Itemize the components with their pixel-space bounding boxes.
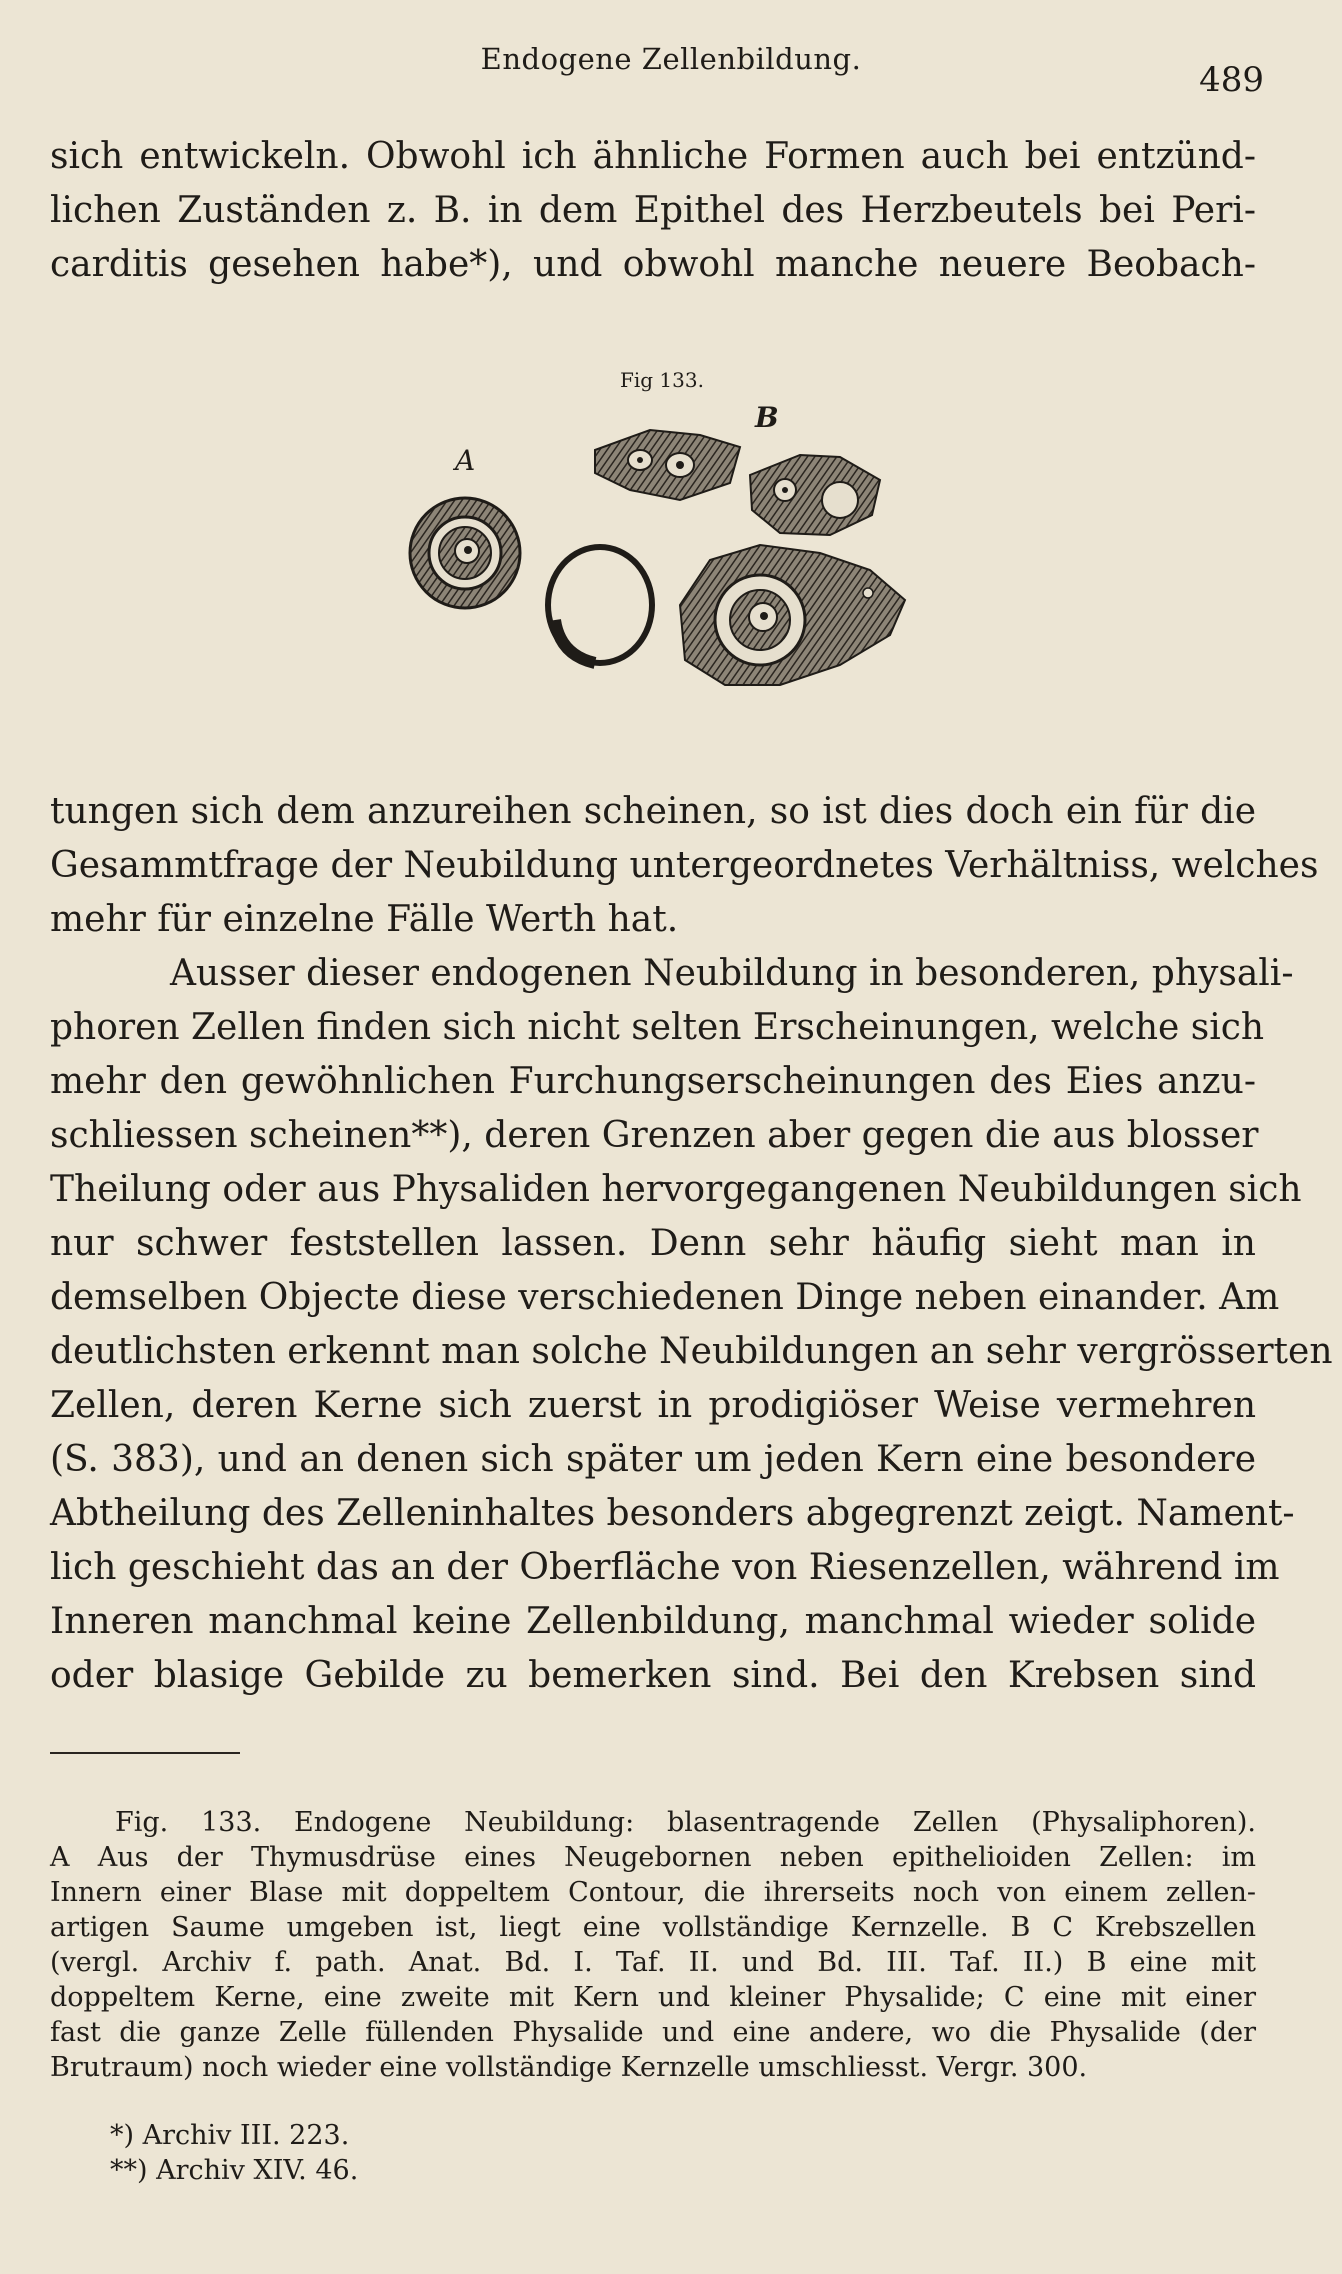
text-line: mehr für einzelne Fälle Werth hat.: [50, 899, 679, 940]
text-line: deutlichsten erkennt man solche Neubildungen an sehr vergrösserten: [50, 1331, 1333, 1372]
caption-line: fast die ganze Zelle füllenden Physalide und eine andere, wo die Physalide (der: [50, 2017, 1256, 2048]
caption-line: artigen Saume umgeben ist, liegt eine vollständige Kernzelle. B C Krebszellen: [50, 1912, 1256, 1943]
text-line: lich geschieht das an der Oberfläche von Riesenzellen, während im: [50, 1547, 1280, 1588]
page-number: 489: [1199, 60, 1264, 100]
text-line: mehr den gewöhnlichen Furchungserscheinungen des Eies anzu-: [50, 1061, 1256, 1102]
text-line: nur schwer feststellen lassen. Denn sehr häufig sieht man in: [50, 1223, 1256, 1264]
figure-title: Fig 133.: [620, 368, 704, 392]
text-line: carditis gesehen habe*), und obwohl manche neuere Beobach-: [50, 244, 1256, 285]
caption-line: Brutraum) noch wieder eine vollständige Kernzelle umschliesst. Vergr. 300.: [50, 2052, 1088, 2083]
cell-illustration: [380, 365, 940, 765]
cell-b-upper: [595, 430, 740, 500]
text-line: Ausser dieser endogenen Neubildung in besonderen, physali-: [170, 953, 1294, 994]
caption-line: Fig. 133. Endogene Neubildung: blasentragende Zellen (Physaliphoren).: [115, 1807, 1256, 1838]
running-title: Endogene Zellenbildung.: [480, 42, 862, 76]
text-line: (S. 383), und an denen sich später um jeden Kern eine besondere: [50, 1439, 1256, 1480]
text-line: lichen Zuständen z. B. in dem Epithel des Herzbeutels bei Peri-: [50, 190, 1256, 231]
text-line: Abtheilung des Zelleninhaltes besonders abgegrenzt zeigt. Nament-: [50, 1493, 1295, 1534]
footnote-rule: [50, 1752, 240, 1754]
text-line: oder blasige Gebilde zu bemerken sind. Bei den Krebsen sind: [50, 1655, 1256, 1696]
text-line: Inneren manchmal keine Zellenbildung, manchmal wieder solide: [50, 1601, 1256, 1642]
text-line: phoren Zellen finden sich nicht selten Erscheinungen, welche sich: [50, 1007, 1265, 1048]
text-line: demselben Objecte diese verschiedenen Dinge neben einander. Am: [50, 1277, 1280, 1318]
caption-line: Innern einer Blase mit doppeltem Contour, die ihrerseits noch von einem zellen-: [50, 1877, 1256, 1908]
paragraph-main: [50, 785, 1333, 1703]
text-line: Gesammtfrage der Neubildung untergeordnetes Verhältniss, welches: [50, 845, 1319, 886]
text-line: schliessen scheinen**), deren Grenzen aber gegen die aus blosser: [50, 1115, 1259, 1156]
figure-133: [380, 365, 940, 765]
caption-line: (vergl. Archiv f. path. Anat. Bd. I. Taf. II. und Bd. III. Taf. II.) B eine mit: [50, 1947, 1256, 1978]
footnote: **) Archiv XIV. 46.: [110, 2155, 359, 2186]
text-line: tungen sich dem anzureihen scheinen, so ist dies doch ein für die: [50, 791, 1256, 832]
caption-line: doppeltem Kerne, eine zweite mit Kern und kleiner Physalide; C eine mit einer: [50, 1982, 1256, 2013]
footnotes: [110, 2118, 358, 2188]
caption-line: A Aus der Thymusdrüse eines Neugebornen neben epithelioiden Zellen: im: [50, 1842, 1256, 1873]
text-line: Zellen, deren Kerne sich zuerst in prodigiöser Weise vermehren: [50, 1385, 1256, 1426]
footnote: *) Archiv III. 223.: [110, 2120, 350, 2151]
label-a: A: [455, 444, 476, 477]
label-b: B: [755, 401, 779, 434]
cell-a: [410, 498, 520, 608]
cell-b-lower: [750, 455, 880, 535]
figure-caption: [50, 1805, 1256, 2085]
text-line: Theilung oder aus Physaliden hervorgegangenen Neubildungen sich: [50, 1169, 1302, 1210]
cell-ring: [548, 547, 652, 663]
cell-c: [680, 545, 905, 685]
text-line: sich entwickeln. Obwohl ich ähnliche Formen auch bei entzünd-: [50, 136, 1256, 177]
paragraph-continuation: [50, 130, 1256, 292]
